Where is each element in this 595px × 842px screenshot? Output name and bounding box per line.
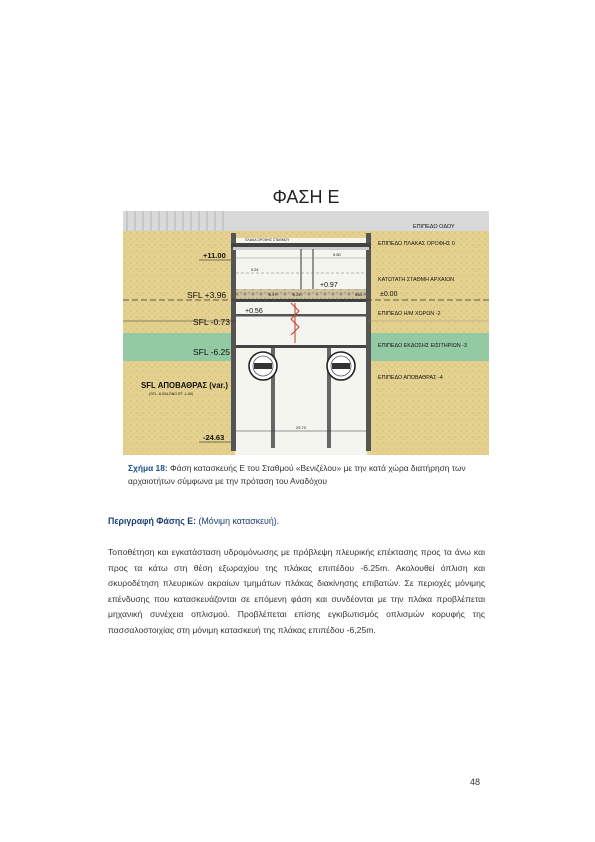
elev-sfl2: SFL -0.73: [193, 317, 231, 327]
level-em: ΕΠΙΠΕΔΟ Η/Μ ΧΩΡΩΝ -2: [378, 311, 441, 317]
level-street: ΕΠΙΠΕΔΟ ΟΔΟΥ: [413, 224, 455, 230]
figure-caption: [128, 462, 488, 488]
elev-sfl3: SFL -6.25: [193, 347, 231, 357]
section-heading: [108, 516, 279, 526]
elev-platform: SFL ΑΠΟΒΑΘΡΑΣ (var.): [141, 381, 228, 390]
elev-platform-note: (SFL -8.00/LONG RT -1.80): [149, 392, 194, 396]
level-platform: ΕΠΙΠΕΔΟ ΑΠΟΒΑΘΡΑΣ -4: [378, 375, 443, 381]
dim-065: 0.65: [355, 293, 363, 297]
elev-097: +0.97: [320, 282, 338, 289]
elev-zero: ±0.00: [380, 291, 398, 298]
level-ticket: ΕΠΙΠΕΔΟ ΕΚΔΟΣΗΣ ΕΙΣΙΤΗΡΙΩΝ -3: [378, 343, 467, 349]
dim-bottom: 29.70: [295, 425, 307, 430]
elev-sfl1: SFL +3.96: [187, 290, 227, 300]
level-roof: ΕΠΙΠΕΔΟ ΠΛΑΚΑΣ ΟΡΟΦΗΣ 0: [378, 241, 455, 247]
dim-524: 5.24: [251, 268, 259, 272]
elev-bottom: -24.63: [203, 433, 225, 442]
caption-text: Φάση κατασκευής Ε του Σταθμού «Βενιζέλου» με την κατά χώρα διατήρηση των αρχαιοτήτων σύμφωνα με την πρόταση του Αναδόχου: [128, 463, 466, 486]
elev-top: +11.00: [203, 251, 226, 260]
elev-056: +0.56: [245, 308, 263, 315]
section-heading-bold: Περιγραφή Φάσης Ε:: [108, 516, 197, 526]
dim-097: 0.97: [269, 293, 277, 297]
dim-025: 0.25: [293, 293, 301, 297]
section-heading-rest: (Μόνιμη κατασκευή).: [196, 516, 280, 526]
roof-box-label: ΠΛΑΚΑ ΟΡΟΦΗΣ ΣΤΑΘΜΟΥ: [245, 238, 290, 242]
caption-label: Σχήμα 18:: [128, 463, 168, 473]
level-archaeology: ΚΑΤΩΤΑΤΗ ΣΤΑΘΜΗ ΑΡΧΑΙΩΝ: [378, 277, 455, 283]
body-paragraph: Τοποθέτηση και εγκατάσταση υδρομόνωσης με πρόβλεψη πλευρικής επέκτασης προς τα άνω και προς τα κάτω στη θέση εξωραχίου της πλάκας επιπέδου -6.25m. Ακολουθεί όπλιση και σκυροδέτηση πλευρικών ακραίων τμημάτων πλάκας διακίνησης επιβατών. Σε περιοχές μόνιμης επένδυσης που κατασκευάζονται σε επόμενη φάση και συνδέονται με την πλάκα προβλέπεται μηχανική συνέχεια οπλισμού. Προβλέπεται επίσης εγκιβωτισμός οπλισμών κορυφής της πασσαλοστοιχίας στη μόνιμη κατασκευή της πλάκας επιπέδου -6,25m.: [108, 547, 485, 635]
page-number: 48: [470, 777, 481, 787]
figure-title: ΦΑΣΗ Ε: [272, 187, 340, 207]
dim-980: 9.80: [333, 252, 341, 257]
phase-e-figure: [123, 183, 489, 455]
